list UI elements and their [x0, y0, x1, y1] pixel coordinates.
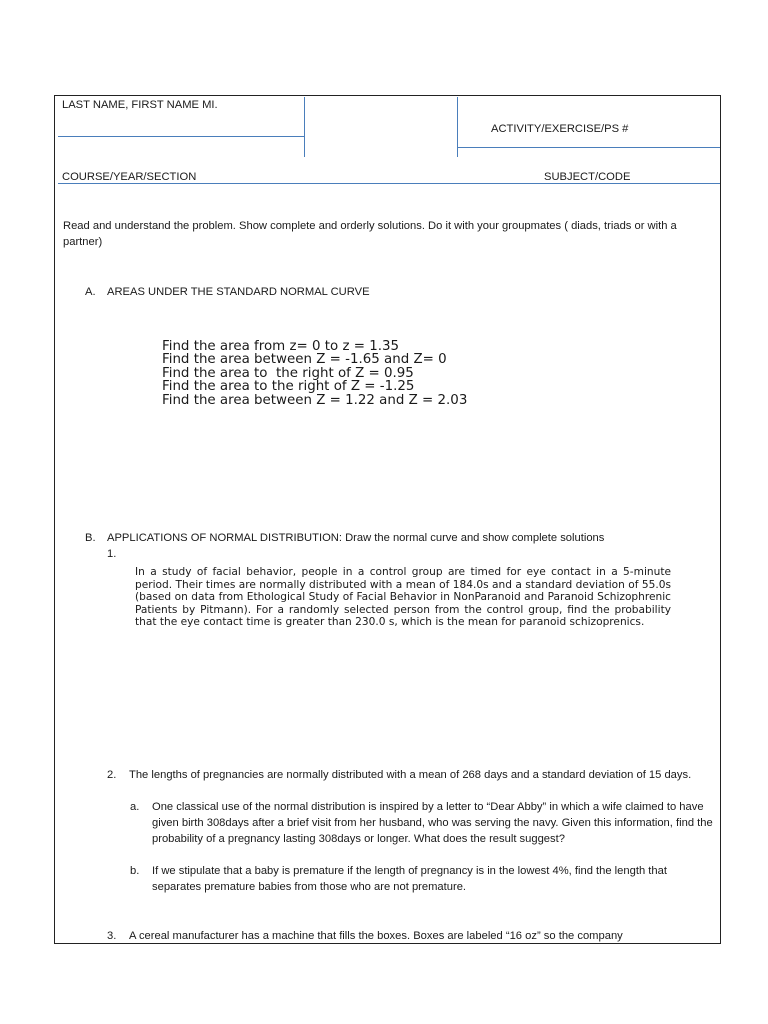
- item-3-text: A cereal manufacturer has a machine that fills the boxes. Boxes are labeled “16 oz” so the company: [129, 930, 623, 942]
- activity-label: ACTIVITY/EXERCISE/PS #: [491, 123, 629, 135]
- name-field-divider: [304, 97, 305, 157]
- subject-label: SUBJECT/CODE: [544, 171, 631, 183]
- section-a-problem-list: [162, 340, 467, 407]
- course-subject-underline[interactable]: [58, 183, 721, 184]
- item-3-number: 3.: [107, 930, 117, 942]
- problem-item: Find the area to the right of Z = -1.25: [162, 379, 415, 395]
- item-2b-text: If we stipulate that a baby is premature if the length of pregnancy is in the lowest 4%, find the length that separates premature babies from those who are not premature.: [152, 865, 667, 893]
- section-b-marker: B.: [85, 532, 96, 544]
- section-a-title: AREAS UNDER THE STANDARD NORMAL CURVE: [107, 286, 370, 298]
- item-1-text: In a study of facial behavior, people in a control group are timed for eye contact in a 5-minute period. Their times are normally distributed with a mean of 184.0s and a standard deviation of 55.0s (based on data from Ethological Study of Facial Behavior in NonParanoid and Paranoid Schizophrenic Patients by Pitmann). For a randomly selected person from the control group, find the probability that the eye contact time is greater than 230.0 s, which is the mean for paranoid schizoprenics.: [135, 566, 671, 628]
- problem-item: Find the area between Z = -1.65 and Z= 0: [162, 352, 447, 368]
- section-b-title: APPLICATIONS OF NORMAL DISTRIBUTION: Draw the normal curve and show complete solutions: [107, 532, 605, 544]
- section-a-marker: A.: [85, 286, 96, 298]
- worksheet-frame: [54, 95, 721, 944]
- problem-item: Find the area to the right of Z = 0.95: [162, 365, 414, 381]
- item-2a-text: One classical use of the normal distribution is inspired by a letter to “Dear Abby” in which a wife claimed to have given birth 308days after a brief visit from her husband, who was serving the navy. Given this information, find the probability of a pregnancy lasting 308days or longer. What does the result suggest?: [152, 801, 713, 845]
- item-2-text: The lengths of pregnancies are normally distributed with a mean of 268 days and a standard deviation of 15 days.: [129, 769, 692, 781]
- problem-item: Find the area from z= 0 to z = 1.35: [162, 339, 400, 354]
- item-2b-marker: b.: [130, 865, 140, 877]
- name-underline[interactable]: [58, 136, 305, 137]
- name-label: LAST NAME, FIRST NAME MI.: [62, 99, 218, 111]
- item-2a-marker: a.: [130, 801, 140, 813]
- activity-underline[interactable]: [458, 147, 721, 148]
- item-1-number: 1.: [107, 548, 117, 560]
- course-label: COURSE/YEAR/SECTION: [62, 171, 197, 183]
- activity-field-divider: [457, 97, 458, 157]
- instructions: Read and understand the problem. Show complete and orderly solutions. Do it with your groupmates ( diads, triads or with a partner): [63, 220, 677, 248]
- item-2-number: 2.: [107, 769, 117, 781]
- problem-item: Find the area between Z = 1.22 and Z = 2.03: [162, 392, 468, 408]
